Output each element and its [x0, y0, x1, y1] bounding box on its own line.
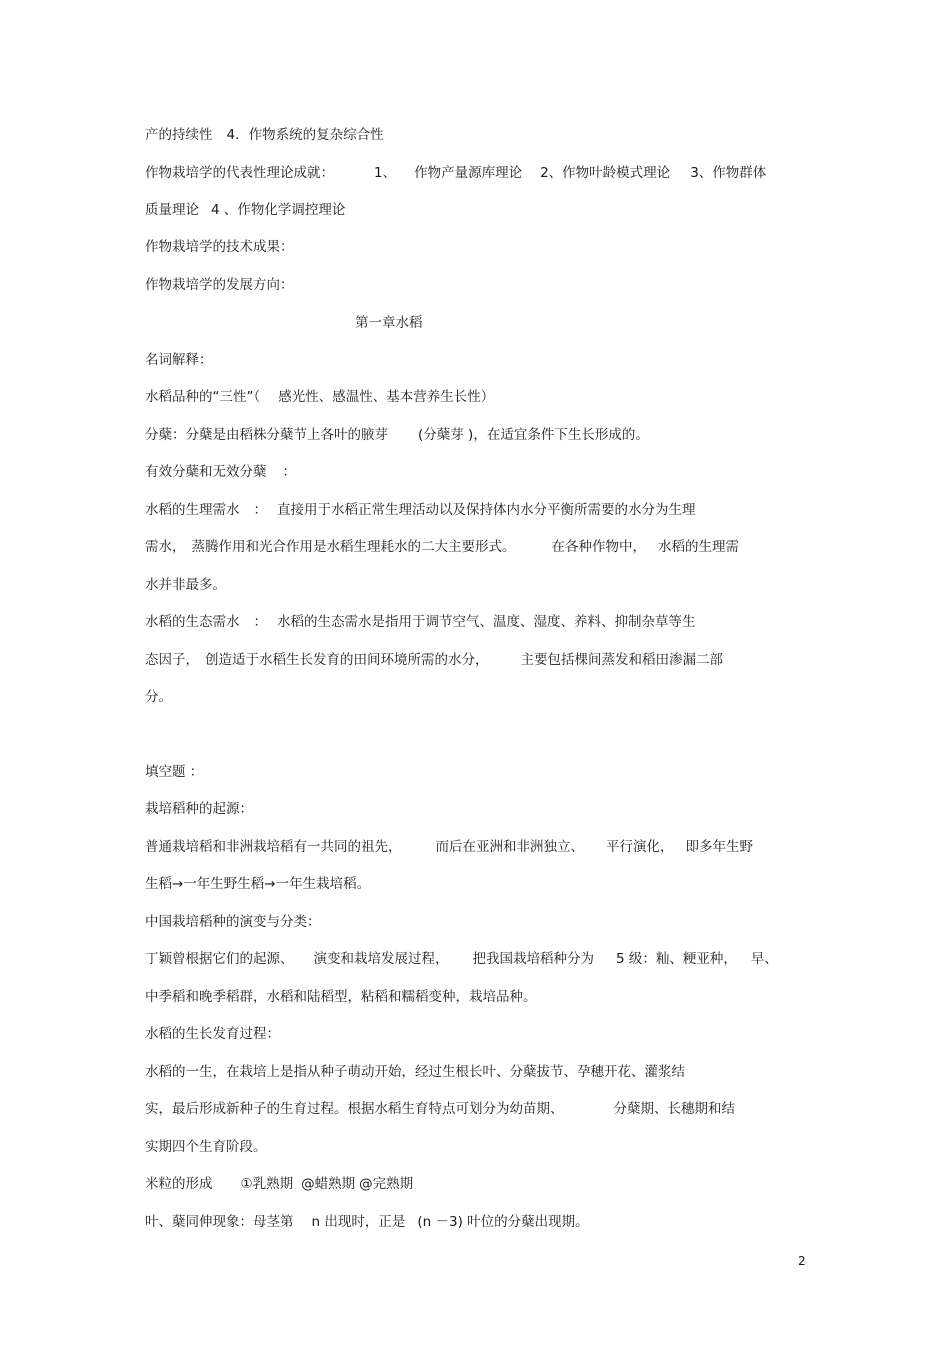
text-run: 实期四个生育阶段。: [145, 1139, 267, 1155]
text-run: 丁颖曾根据它们的起源、: [145, 951, 294, 967]
text-run: @完熟期: [359, 1176, 414, 1192]
text-line: [145, 576, 226, 594]
text-run: 创造适于水稻生长发育的田间环境所需的水分，: [205, 652, 489, 668]
text-run: 质量理论: [145, 202, 199, 218]
text-run: 早、: [750, 951, 778, 967]
text-run: 直接用于水稻正常生理活动以及保持体内水分平衡所需要的水分为生理: [277, 502, 696, 518]
text-run: 把我国栽培稻种分为: [472, 951, 594, 967]
text-line: [145, 800, 253, 818]
text-run: 平行演化，: [606, 839, 674, 855]
text-run: @蜡熟期: [301, 1176, 356, 1192]
text-line: [145, 238, 294, 256]
text-run: 需水，: [145, 539, 186, 555]
text-run: 名词解释：: [145, 352, 213, 368]
text-run: 填空题 ：: [145, 764, 204, 780]
text-run: (分蘖芽 )，在适宜条件下生长形成的。: [418, 427, 649, 443]
text-line: [145, 126, 384, 144]
text-run: 分。: [145, 689, 172, 705]
text-run: 中国栽培稻种的演变与分类：: [145, 914, 321, 930]
text-run: 而后在亚洲和非洲独立、: [435, 839, 584, 855]
text-run: 水稻的生态需水: [145, 614, 240, 630]
text-run: 5 级：籼、粳亚种，: [616, 951, 737, 967]
text-run: 水稻的生理需: [658, 539, 739, 555]
text-run: 水稻品种的“三性”（: [145, 389, 261, 405]
text-run: ：: [253, 502, 267, 518]
text-line: [145, 463, 296, 481]
text-run: 即多年生野: [685, 839, 753, 855]
text-run: 第一章水稻: [355, 315, 423, 331]
text-run: 实，最后形成新种子的生育过程。根据水稻生育特点可划分为幼苗期、: [145, 1101, 564, 1117]
text-run: 在各种作物中，: [551, 539, 646, 555]
text-run: 蒸腾作用和光合作用是水稻生理耗水的二大主要形式。: [191, 539, 516, 555]
text-run: 态因子，: [145, 652, 199, 668]
text-run: 生稻→一年生野生稻→一年生栽培稻。: [145, 876, 371, 892]
text-line: [145, 426, 649, 444]
text-run: 水稻的一生，在栽培上是指从种子萌动开始，经过生根长叶、分蘖拔节、孕穗开花、灌浆结: [145, 1064, 685, 1080]
text-run: 演变和栽培发展过程，: [313, 951, 449, 967]
text-line: [145, 613, 696, 631]
text-line: [145, 276, 294, 294]
text-run: 水稻的生理需水: [145, 502, 240, 518]
chapter-title: [355, 314, 423, 332]
text-run: (n －3) 叶位的分蘖出现期。: [417, 1214, 589, 1230]
text-run: 4 、作物化学调控理论: [211, 202, 346, 218]
text-run: ①乳熟期: [240, 1176, 294, 1192]
text-line: [145, 875, 370, 893]
text-run: 感光性、感温性、基本营养生长性）: [278, 389, 495, 405]
text-run: 水稻的生长发育过程：: [145, 1026, 280, 1042]
page-number: 2: [798, 1254, 806, 1268]
text-run: 产的持续性: [145, 127, 213, 143]
text-line: [145, 1025, 280, 1043]
text-line: [145, 1138, 267, 1156]
text-line: [145, 201, 345, 219]
text-run: 主要包括棵间蒸发和稻田渗漏二部: [520, 652, 723, 668]
text-line: [145, 950, 778, 968]
text-line: [145, 1063, 685, 1081]
text-run: 分蘖期、长穗期和结: [613, 1101, 735, 1117]
text-run: 水并非最多。: [145, 577, 226, 593]
text-run: 中季稻和晚季稻群，水稻和陆稻型，粘稻和糯稻变种，栽培品种。: [145, 989, 537, 1005]
text-run: 有效分蘖和无效分蘖: [145, 464, 267, 480]
text-line: [145, 1100, 735, 1118]
text-run: 作物栽培学的技术成果：: [145, 239, 294, 255]
text-run: 米粒的形成: [145, 1176, 213, 1192]
text-run: ：: [253, 614, 267, 630]
text-line: [145, 988, 537, 1006]
text-line: [145, 538, 739, 556]
text-line: [145, 1213, 589, 1231]
text-line: [145, 351, 213, 369]
text-line: [145, 501, 696, 519]
text-line: [145, 164, 766, 182]
text-run: n 出现时，正是: [311, 1214, 406, 1230]
text-line: [145, 388, 494, 406]
text-run: 1、: [374, 165, 397, 181]
text-run: 作物栽培学的代表性理论成就：: [145, 165, 334, 181]
text-line: [145, 838, 753, 856]
text-line: [145, 651, 723, 669]
text-line: [145, 688, 172, 706]
text-run: 作物产量源库理论: [414, 165, 523, 181]
text-run: 2、作物叶龄模式理论: [540, 165, 671, 181]
text-line: [145, 763, 203, 781]
text-run: ：: [282, 464, 296, 480]
text-run: 水稻的生态需水是指用于调节空气、温度、湿度、养料、抑制杂草等生: [277, 614, 696, 630]
text-line: [145, 913, 321, 931]
text-run: 普通栽培稻和非洲栽培稻有一共同的祖先，: [145, 839, 402, 855]
text-run: 4．作物系统的复杂综合性: [226, 127, 384, 143]
text-run: 作物栽培学的发展方向：: [145, 277, 294, 293]
text-run: 3、作物群体: [690, 165, 767, 181]
text-run: 栽培稻种的起源：: [145, 801, 253, 817]
text-line: [145, 1175, 413, 1193]
text-run: 叶、蘖同伸现象：母茎第: [145, 1214, 294, 1230]
text-run: 分蘖：分蘖是由稻株分蘖节上各叶的腋芽: [145, 427, 388, 443]
